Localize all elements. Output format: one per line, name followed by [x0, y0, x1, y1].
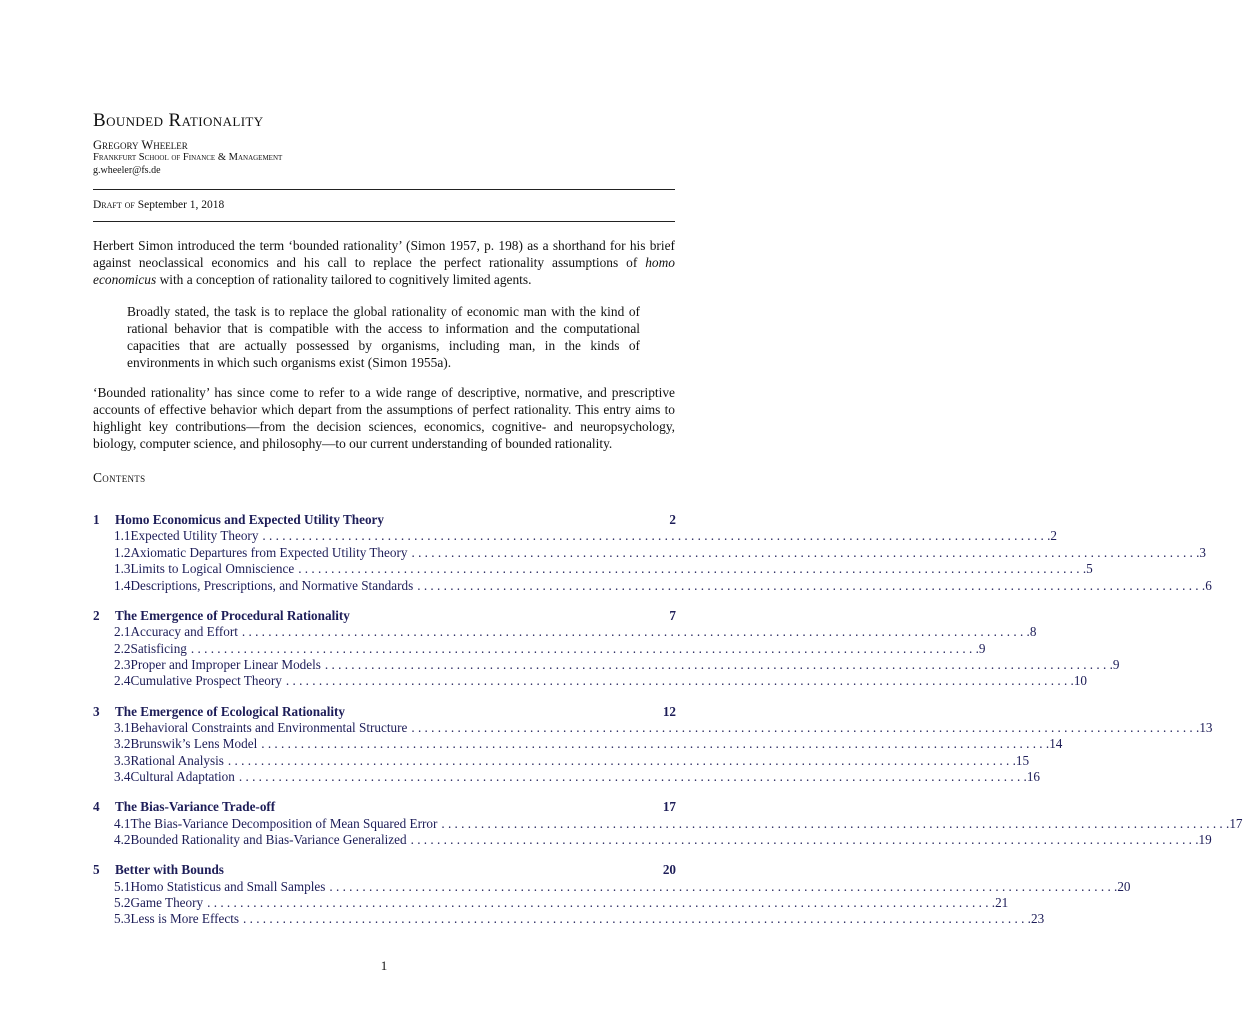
toc-subsection-page[interactable]: 10 [1073, 673, 1088, 689]
toc-subsection-title[interactable]: Proper and Improper Linear Models [130, 656, 321, 672]
toc-subsection-number: 2.1 [114, 624, 131, 640]
toc-section[interactable] [93, 512, 676, 528]
toc-section-number: 3 [93, 703, 100, 719]
toc-section-page[interactable]: 20 [662, 862, 676, 878]
toc-subsection-page[interactable]: 13 [1199, 719, 1213, 735]
toc-subsection[interactable] [93, 528, 1057, 544]
toc-subsection-page[interactable]: 14 [1049, 736, 1063, 752]
toc-subsection-number: 2.2 [114, 640, 131, 656]
toc-subsection-number: 4.1 [114, 815, 131, 831]
toc-leader-dots: . . . . . . . . . . . . . . . . . . . . . . . . . . . . . . . . . . . . . . . . . . . . . . . . . . . . . . . . . . . . . . . . . . . . . . . . . . . . . . . . . . . . . . . . . . . . . . . . . . . . . . . . . . . . . . . . . . . . . . . . [243, 911, 1031, 927]
toc-subsection-title[interactable]: Satisficing [130, 640, 187, 656]
toc-leader-dots: . . . . . . . . . . . . . . . . . . . . . . . . . . . . . . . . . . . . . . . . . . . . . . . . . . . . . . . . . . . . . . . . . . . . . . . . . . . . . . . . . . . . . . . . . . . . . . . . . . . . . . . . . . . . . . . . . . . . . . . . [285, 673, 1074, 689]
toc-subsection-page[interactable]: 23 [1030, 911, 1045, 927]
table-of-contents [93, 512, 1243, 928]
toc-subsection-number: 1.3 [114, 561, 131, 577]
toc-subsection-number: 1.4 [114, 577, 131, 593]
toc-subsection-page[interactable]: 20 [1117, 878, 1131, 894]
toc-subsection-number: 2.3 [114, 656, 131, 672]
toc-subsection[interactable] [93, 752, 1030, 769]
toc-subsection-page[interactable]: 8 [1029, 624, 1037, 640]
toc-subsection-title[interactable]: Accuracy and Effort [130, 624, 238, 640]
toc-subsection-page[interactable]: 6 [1205, 577, 1212, 593]
toc-subsection[interactable] [93, 878, 1131, 895]
author-affiliation: Frankfurt School of Finance & Management [93, 152, 283, 163]
toc-subsection-title[interactable]: Brunswik’s Lens Model [130, 736, 258, 752]
toc-subsection-title[interactable]: Less is More Effects [130, 911, 240, 927]
toc-section[interactable] [93, 608, 676, 624]
author-name: Gregory Wheeler [93, 138, 188, 152]
intro-paragraph-1 [93, 237, 675, 288]
toc-subsection-number: 3.2 [114, 736, 131, 752]
toc-leader-dots: . . . . . . . . . . . . . . . . . . . . . . . . . . . . . . . . . . . . . . . . . . . . . . . . . . . . . . . . . . . . . . . . . . . . . . . . . . . . . . . . . . . . . . . . . . . . . . . . . . . . . . . . . . . . . . . . . . . . . . . . [261, 736, 1050, 752]
toc-subsection-title[interactable]: Homo Statisticus and Small Samples [130, 878, 326, 894]
header-rule-bottom [93, 221, 675, 222]
toc-subsection-number: 5.2 [114, 895, 131, 910]
intro-p1-emphasis: homo economicus [93, 255, 675, 288]
toc-leader-dots: . . . . . . . . . . . . . . . . . . . . . . . . . . . . . . . . . . . . . . . . . . . . . . . . . . . . . . . . . . . . . . . . . . . . . . . . . . . . . . . . . . . . . . . . . . . . . . . . . . . . . . . . . . . . . . . . . . . . . . . . [227, 752, 1016, 768]
toc-section-number: 1 [93, 512, 100, 527]
toc-section-page[interactable]: 12 [662, 703, 676, 719]
toc-leader-dots: . . . . . . . . . . . . . . . . . . . . . . . . . . . . . . . . . . . . . . . . . . . . . . . . . . . . . . . . . . . . . . . . . . . . . . . . . . . . . . . . . . . . . . . . . . . . . . . . . . . . . . . . . . . . . . . . . . . . . . . . [190, 640, 979, 656]
toc-subsection-page[interactable]: 9 [978, 640, 986, 656]
header-rule-top [93, 189, 675, 190]
toc-subsection-number: 1.1 [114, 528, 131, 544]
toc-section-page[interactable]: 17 [662, 799, 676, 815]
toc-leader-dots: . . . . . . . . . . . . . . . . . . . . . . . . . . . . . . . . . . . . . . . . . . . . . . . . . . . . . . . . . . . . . . . . . . . . . . . . . . . . . . . . . . . . . . . . . . . . . . . . . . . . . . . . . . . . . . . . . . . . . . . . [324, 656, 1113, 672]
toc-subsection-page[interactable]: 19 [1198, 832, 1212, 848]
draft-date: September 1, 2018 [137, 199, 225, 211]
toc-subsection[interactable] [93, 832, 1212, 848]
toc-subsection-title[interactable]: Rational Analysis [130, 752, 224, 768]
toc-subsection-title[interactable]: Descriptions, Prescriptions, and Normative Standards [130, 577, 414, 593]
toc-subsection-title[interactable]: Cultural Adaptation [130, 769, 235, 785]
toc-subsection[interactable] [93, 673, 1088, 689]
toc-subsection-number: 3.1 [114, 719, 131, 735]
toc-subsection-title[interactable]: Limits to Logical Omniscience [130, 561, 295, 577]
toc-section-title[interactable]: Homo Economicus and Expected Utility Theory [115, 512, 385, 527]
toc-subsection-title[interactable]: Game Theory [130, 895, 204, 910]
toc-leader-dots: . . . . . . . . . . . . . . . . . . . . . . . . . . . . . . . . . . . . . . . . . . . . . . . . . . . . . . . . . . . . . . . . . . . . . . . . . . . . . . . . . . . . . . . . . . . . . . . . . . . . . . . . . . . . . . . . . . . . . . . . [241, 624, 1030, 640]
toc-leader-dots: . . . . . . . . . . . . . . . . . . . . . . . . . . . . . . . . . . . . . . . . . . . . . . . . . . . . . . . . . . . . . . . . . . . . . . . . . . . . . . . . . . . . . . . . . . . . . . . . . . . . . . . . . . . . . . . . . . . . . . . . [262, 528, 1051, 544]
toc-section[interactable] [93, 799, 676, 815]
toc-section-title[interactable]: The Emergence of Ecological Rationality [115, 703, 346, 719]
intro-paragraph-2: ‘Bounded rationality’ has since come to refer to a wide range of descriptive, normative, and prescriptive accounts of effective behavior which depart from the assumptions of perfect rationality. This entry aims to highlight key contributions—from the decision sciences, economics, cognitive- and neuropsychology, biology, computer science, and philosophy—to our current understanding of bounded rationality. [93, 385, 675, 452]
toc-leader-dots: . . . . . . . . . . . . . . . . . . . . . . . . . . . . . . . . . . . . . . . . . . . . . . . . . . . . . . . . . . . . . . . . . . . . . . . . . . . . . . . . . . . . . . . . . . . . . . . . . . . . . . . . . . . . . . . . . . . . . . . . [411, 544, 1200, 560]
toc-subsection-title[interactable]: Expected Utility Theory [130, 528, 259, 544]
draft-label: Draft of [93, 199, 135, 211]
author-email[interactable]: g.wheeler@fs.de [93, 165, 161, 176]
intro-p1-text-end: with a conception of rationality tailored to cognitively limited agents. [156, 272, 532, 288]
toc-subsection[interactable] [93, 544, 1207, 561]
contents-heading: Contents [93, 470, 146, 485]
toc-subsection-page[interactable]: 2 [1050, 528, 1057, 544]
toc-section-page[interactable]: 2 [669, 512, 676, 527]
toc-subsection[interactable] [93, 577, 1212, 594]
toc-subsection-page[interactable]: 17 [1229, 815, 1243, 831]
toc-leader-dots: . . . . . . . . . . . . . . . . . . . . . . . . . . . . . . . . . . . . . . . . . . . . . . . . . . . . . . . . . . . . . . . . . . . . . . . . . . . . . . . . . . . . . . . . . . . . . . . . . . . . . . . . . . . . . . . . . . . . . . . . [417, 577, 1206, 593]
toc-subsection-title[interactable]: Axiomatic Departures from Expected Utility Theory [130, 544, 408, 560]
toc-subsection[interactable] [93, 911, 1045, 927]
toc-subsection-number: 3.3 [114, 752, 131, 768]
block-quote: Broadly stated, the task is to replace the global rationality of economic man with the kind of rational behavior that is compatible with the access to information and the computational capacities that are actually possessed by organisms, including man, in the kinds of environments in which such organisms exist (Simon 1955a). [127, 304, 640, 371]
draft-line [93, 199, 224, 211]
toc-subsection-title[interactable]: Behavioral Constraints and Environmental Structure [130, 719, 408, 735]
toc-subsection-number: 2.4 [114, 673, 131, 689]
toc-leader-dots: . . . . . . . . . . . . . . . . . . . . . . . . . . . . . . . . . . . . . . . . . . . . . . . . . . . . . . . . . . . . . . . . . . . . . . . . . . . . . . . . . . . . . . . . . . . . . . . . . . . . . . . . . . . . . . . . . . . . . . . . [298, 561, 1087, 577]
toc-subsection[interactable] [93, 640, 986, 657]
toc-subsection-number: 5.1 [114, 878, 131, 894]
toc-leader-dots: . . . . . . . . . . . . . . . . . . . . . . . . . . . . . . . . . . . . . . . . . . . . . . . . . . . . . . . . . . . . . . . . . . . . . . . . . . . . . . . . . . . . . . . . . . . . . . . . . . . . . . . . . . . . . . . . . . . . . . . . [411, 719, 1200, 735]
toc-subsection[interactable] [93, 719, 1213, 736]
toc-subsection-number: 1.2 [114, 544, 131, 560]
toc-subsection-title[interactable]: The Bias-Variance Decomposition of Mean Squared Error [130, 815, 438, 831]
page-number: 1 [380, 958, 388, 973]
toc-subsection[interactable] [93, 815, 1243, 832]
toc-subsection-page[interactable]: 5 [1086, 561, 1093, 577]
toc-subsection-title[interactable]: Bounded Rationality and Bias-Variance Generalized [130, 832, 407, 848]
toc-section-number: 2 [93, 607, 100, 623]
toc-subsection[interactable] [93, 656, 1120, 673]
toc-subsection[interactable] [93, 895, 1009, 911]
toc-subsection-page[interactable]: 21 [995, 895, 1009, 910]
intro-p1-text: Herbert Simon introduced the term ‘bounded rationality’ (Simon 1957, p. 198) as a shorthand for his brief against neoclassical economics and his call to replace the perfect rationality assumptions of [93, 238, 675, 271]
toc-subsection[interactable] [93, 624, 1037, 640]
toc-subsection-number: 5.3 [114, 911, 131, 927]
toc-section-page[interactable]: 7 [669, 607, 676, 623]
toc-leader-dots: . . . . . . . . . . . . . . . . . . . . . . . . . . . . . . . . . . . . . . . . . . . . . . . . . . . . . . . . . . . . . . . . . . . . . . . . . . . . . . . . . . . . . . . . . . . . . . . . . . . . . . . . . . . . . . . . . . . . . . . . [238, 769, 1027, 785]
toc-section[interactable] [93, 704, 676, 720]
toc-subsection[interactable] [93, 736, 1063, 752]
toc-subsection[interactable] [93, 561, 1093, 577]
toc-leader-dots: . . . . . . . . . . . . . . . . . . . . . . . . . . . . . . . . . . . . . . . . . . . . . . . . . . . . . . . . . . . . . . . . . . . . . . . . . . . . . . . . . . . . . . . . . . . . . . . . . . . . . . . . . . . . . . . . . . . . . . . . [441, 815, 1230, 831]
toc-section-number: 4 [93, 799, 100, 815]
toc-leader-dots: . . . . . . . . . . . . . . . . . . . . . . . . . . . . . . . . . . . . . . . . . . . . . . . . . . . . . . . . . . . . . . . . . . . . . . . . . . . . . . . . . . . . . . . . . . . . . . . . . . . . . . . . . . . . . . . . . . . . . . . . [207, 895, 996, 910]
toc-subsection-number: 3.4 [114, 769, 131, 785]
toc-subsection-title[interactable]: Cumulative Prospect Theory [130, 673, 282, 689]
toc-section-title[interactable]: Better with Bounds [115, 862, 224, 878]
toc-subsection-page[interactable]: 16 [1026, 769, 1041, 785]
toc-section-title[interactable]: The Emergence of Procedural Rationality [115, 607, 350, 623]
toc-section-number: 5 [93, 862, 100, 878]
toc-subsection-page[interactable]: 3 [1199, 544, 1207, 560]
toc-subsection[interactable] [93, 769, 1041, 785]
toc-subsection-number: 4.2 [114, 832, 131, 848]
toc-section-title[interactable]: The Bias-Variance Trade-off [115, 799, 276, 815]
toc-leader-dots: . . . . . . . . . . . . . . . . . . . . . . . . . . . . . . . . . . . . . . . . . . . . . . . . . . . . . . . . . . . . . . . . . . . . . . . . . . . . . . . . . . . . . . . . . . . . . . . . . . . . . . . . . . . . . . . . . . . . . . . . [329, 878, 1118, 894]
toc-section[interactable] [93, 862, 676, 878]
toc-subsection-page[interactable]: 15 [1015, 752, 1030, 768]
toc-subsection-page[interactable]: 9 [1112, 656, 1120, 672]
toc-leader-dots: . . . . . . . . . . . . . . . . . . . . . . . . . . . . . . . . . . . . . . . . . . . . . . . . . . . . . . . . . . . . . . . . . . . . . . . . . . . . . . . . . . . . . . . . . . . . . . . . . . . . . . . . . . . . . . . . . . . . . . . . [410, 832, 1199, 848]
paper-title: Bounded Rationality [93, 110, 264, 131]
